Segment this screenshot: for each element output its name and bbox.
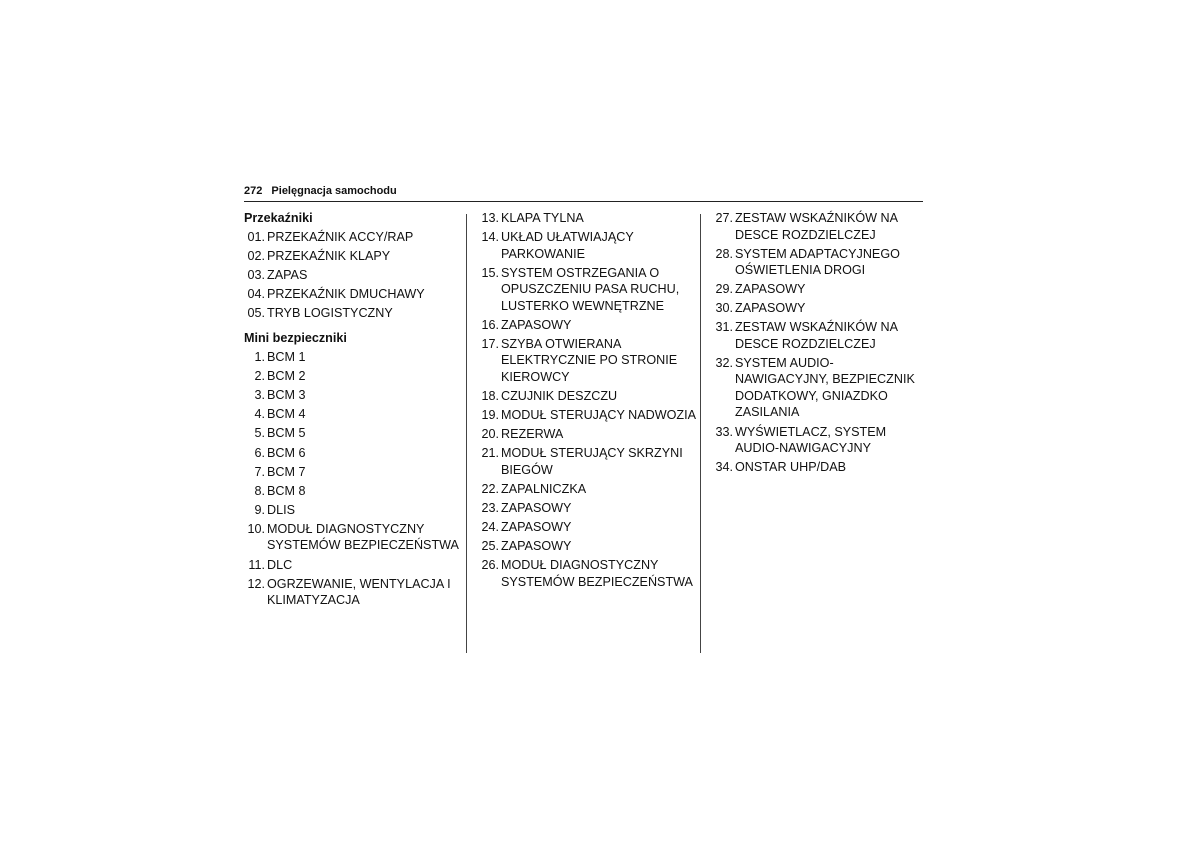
list-item	[478, 229, 696, 262]
item-number: 20.	[481, 427, 499, 442]
item-number: 12.	[247, 576, 265, 591]
list-item	[478, 426, 696, 443]
item-label: BCM 2	[267, 369, 306, 384]
item-label: DLIS	[267, 502, 295, 517]
column-divider	[700, 214, 701, 653]
item-number: 28.	[715, 246, 733, 261]
item-number: 34.	[715, 460, 733, 475]
list-item	[478, 445, 696, 478]
item-label: MODUŁ DIAGNOSTYCZNY SYSTEMÓW BEZPIECZEŃSTWA	[267, 521, 459, 553]
item-number: 8.	[254, 483, 265, 498]
item-number: 7.	[254, 464, 265, 479]
item-number: 30.	[715, 301, 733, 316]
item-number: 22.	[481, 481, 499, 496]
item-label: BCM 8	[267, 483, 306, 498]
list-item	[712, 424, 924, 457]
list-item	[244, 445, 462, 462]
item-label: ZAPASOWY	[501, 500, 572, 515]
item-label: WYŚWIETLACZ, SYSTEM AUDIO-NAWIGACYJNY	[735, 424, 887, 456]
item-number: 23.	[481, 500, 499, 515]
item-number: 04.	[247, 287, 265, 302]
item-number: 24.	[481, 520, 499, 535]
relays-list	[244, 229, 462, 322]
item-label: SZYBA OTWIERANA ELEKTRYCZNIE PO STRONIE KIEROWCY	[501, 336, 678, 384]
item-number: 25.	[481, 539, 499, 554]
item-label: ZAPASOWY	[735, 301, 806, 316]
item-number: 11.	[248, 557, 265, 572]
item-number: 6.	[254, 445, 265, 460]
list-item	[244, 406, 462, 423]
list-item	[244, 305, 462, 322]
item-number: 5.	[254, 426, 265, 441]
list-item	[712, 355, 924, 421]
item-label: KLAPA TYLNA	[501, 211, 584, 225]
list-item	[244, 425, 462, 442]
list-item	[478, 336, 696, 386]
item-label: PRZEKAŹNIK DMUCHAWY	[267, 287, 425, 302]
list-item	[244, 576, 462, 609]
mini-fuses-list	[244, 349, 462, 609]
item-label: ZAPASOWY	[501, 539, 572, 554]
item-label: CZUJNIK DESZCZU	[501, 388, 618, 403]
item-label: BCM 4	[267, 407, 306, 422]
list-item	[712, 246, 924, 279]
item-number: 16.	[481, 317, 499, 332]
mini-fuses-heading: Mini bezpieczniki	[244, 330, 347, 345]
item-label: SYSTEM ADAPTACYJNEGO OŚWIETLENIA DROGI	[735, 246, 900, 278]
item-label: MODUŁ STERUJĄCY NADWOZIA	[501, 408, 696, 423]
item-number: 01.	[247, 230, 265, 245]
item-label: PRZEKAŹNIK ACCY/RAP	[267, 230, 414, 245]
item-number: 2.	[254, 369, 265, 384]
item-label: MODUŁ STERUJĄCY SKRZYNI BIEGÓW	[501, 446, 683, 477]
list-item	[244, 521, 462, 554]
item-number: 15.	[481, 265, 499, 280]
item-number: 17.	[481, 336, 499, 351]
item-label: ONSTAR UHP/DAB	[735, 460, 847, 475]
list-item	[244, 464, 462, 481]
list-item	[244, 387, 462, 404]
page-header	[244, 184, 923, 202]
column-divider	[466, 214, 467, 653]
list-item	[244, 286, 462, 303]
fuse-list-2	[478, 210, 696, 590]
list-item	[244, 267, 462, 284]
item-label: BCM 5	[267, 426, 306, 441]
column-2	[478, 210, 696, 593]
list-item	[244, 557, 462, 574]
item-label: TRYB LOGISTYCZNY	[267, 306, 393, 321]
list-item	[478, 407, 696, 424]
item-label: ZAPAS	[267, 268, 308, 283]
list-item	[244, 368, 462, 385]
fuse-list-3	[712, 210, 924, 476]
page-number: 272	[244, 185, 263, 197]
list-item	[712, 210, 924, 243]
page-title: Pielęgnacja samochodu	[271, 185, 397, 197]
item-label: BCM 7	[267, 464, 306, 479]
item-label: SYSTEM OSTRZEGANIA O OPUSZCZENIU PASA RUCHU, LUSTERKO WEWNĘTRZNE	[501, 265, 680, 313]
list-item	[478, 388, 696, 405]
item-number: 27.	[715, 211, 733, 225]
item-number: 4.	[254, 407, 265, 422]
item-label: DLC	[267, 557, 293, 572]
item-number: 19.	[481, 408, 499, 423]
item-number: 18.	[481, 388, 499, 403]
item-label: REZERWA	[501, 427, 564, 442]
item-label: BCM 6	[267, 445, 306, 460]
list-item	[478, 265, 696, 315]
item-number: 03.	[247, 268, 265, 283]
item-label: PRZEKAŹNIK KLAPY	[267, 249, 391, 264]
column-3	[712, 210, 924, 478]
item-number: 33.	[715, 424, 733, 439]
item-label: OGRZEWANIE, WENTYLACJA I KLIMATYZACJA	[267, 576, 451, 608]
item-label: ZAPASOWY	[501, 520, 572, 535]
list-item	[244, 229, 462, 246]
item-label: BCM 1	[267, 350, 306, 365]
item-number: 26.	[481, 558, 499, 573]
item-number: 02.	[247, 249, 265, 264]
list-item	[478, 557, 696, 590]
item-number: 10.	[247, 521, 265, 536]
list-item	[478, 317, 696, 334]
list-item	[712, 300, 924, 317]
item-number: 1.	[254, 350, 265, 365]
list-item	[244, 502, 462, 519]
item-number: 05.	[247, 306, 265, 321]
relays-heading: Przekaźniki	[244, 211, 313, 225]
list-item	[478, 210, 696, 227]
list-item	[712, 281, 924, 298]
list-item	[244, 248, 462, 265]
item-number: 29.	[715, 282, 733, 297]
item-label: ZAPASOWY	[501, 317, 572, 332]
list-item	[478, 500, 696, 517]
item-label: BCM 3	[267, 388, 306, 403]
item-label: ZESTAW WSKAŹNIKÓW NA DESCE ROZDZIELCZEJ	[735, 320, 898, 351]
item-label: ZESTAW WSKAŹNIKÓW NA DESCE ROZDZIELCZEJ	[735, 211, 898, 242]
list-item	[478, 538, 696, 555]
list-item	[712, 459, 924, 476]
list-item	[244, 483, 462, 500]
list-item	[244, 349, 462, 366]
column-1	[244, 210, 462, 611]
item-number: 9.	[254, 502, 265, 517]
item-label: MODUŁ DIAGNOSTYCZNY SYSTEMÓW BEZPIECZEŃSTWA	[501, 558, 693, 589]
item-label: SYSTEM AUDIO-NAWIGACYJNY, BEZPIECZNIK DODATKOWY, GNIAZDKO ZASILANIA	[735, 355, 915, 420]
item-number: 31.	[715, 320, 733, 335]
item-label: UKŁAD UŁATWIAJĄCY PARKOWANIE	[501, 230, 634, 261]
list-item	[712, 319, 924, 352]
item-number: 13.	[481, 211, 499, 225]
list-item	[478, 481, 696, 498]
item-number: 14.	[481, 230, 499, 245]
item-label: ZAPALNICZKA	[501, 481, 587, 496]
item-number: 3.	[254, 388, 265, 403]
item-number: 21.	[481, 446, 499, 461]
item-label: ZAPASOWY	[735, 282, 806, 297]
list-item	[478, 519, 696, 536]
item-number: 32.	[715, 355, 733, 370]
